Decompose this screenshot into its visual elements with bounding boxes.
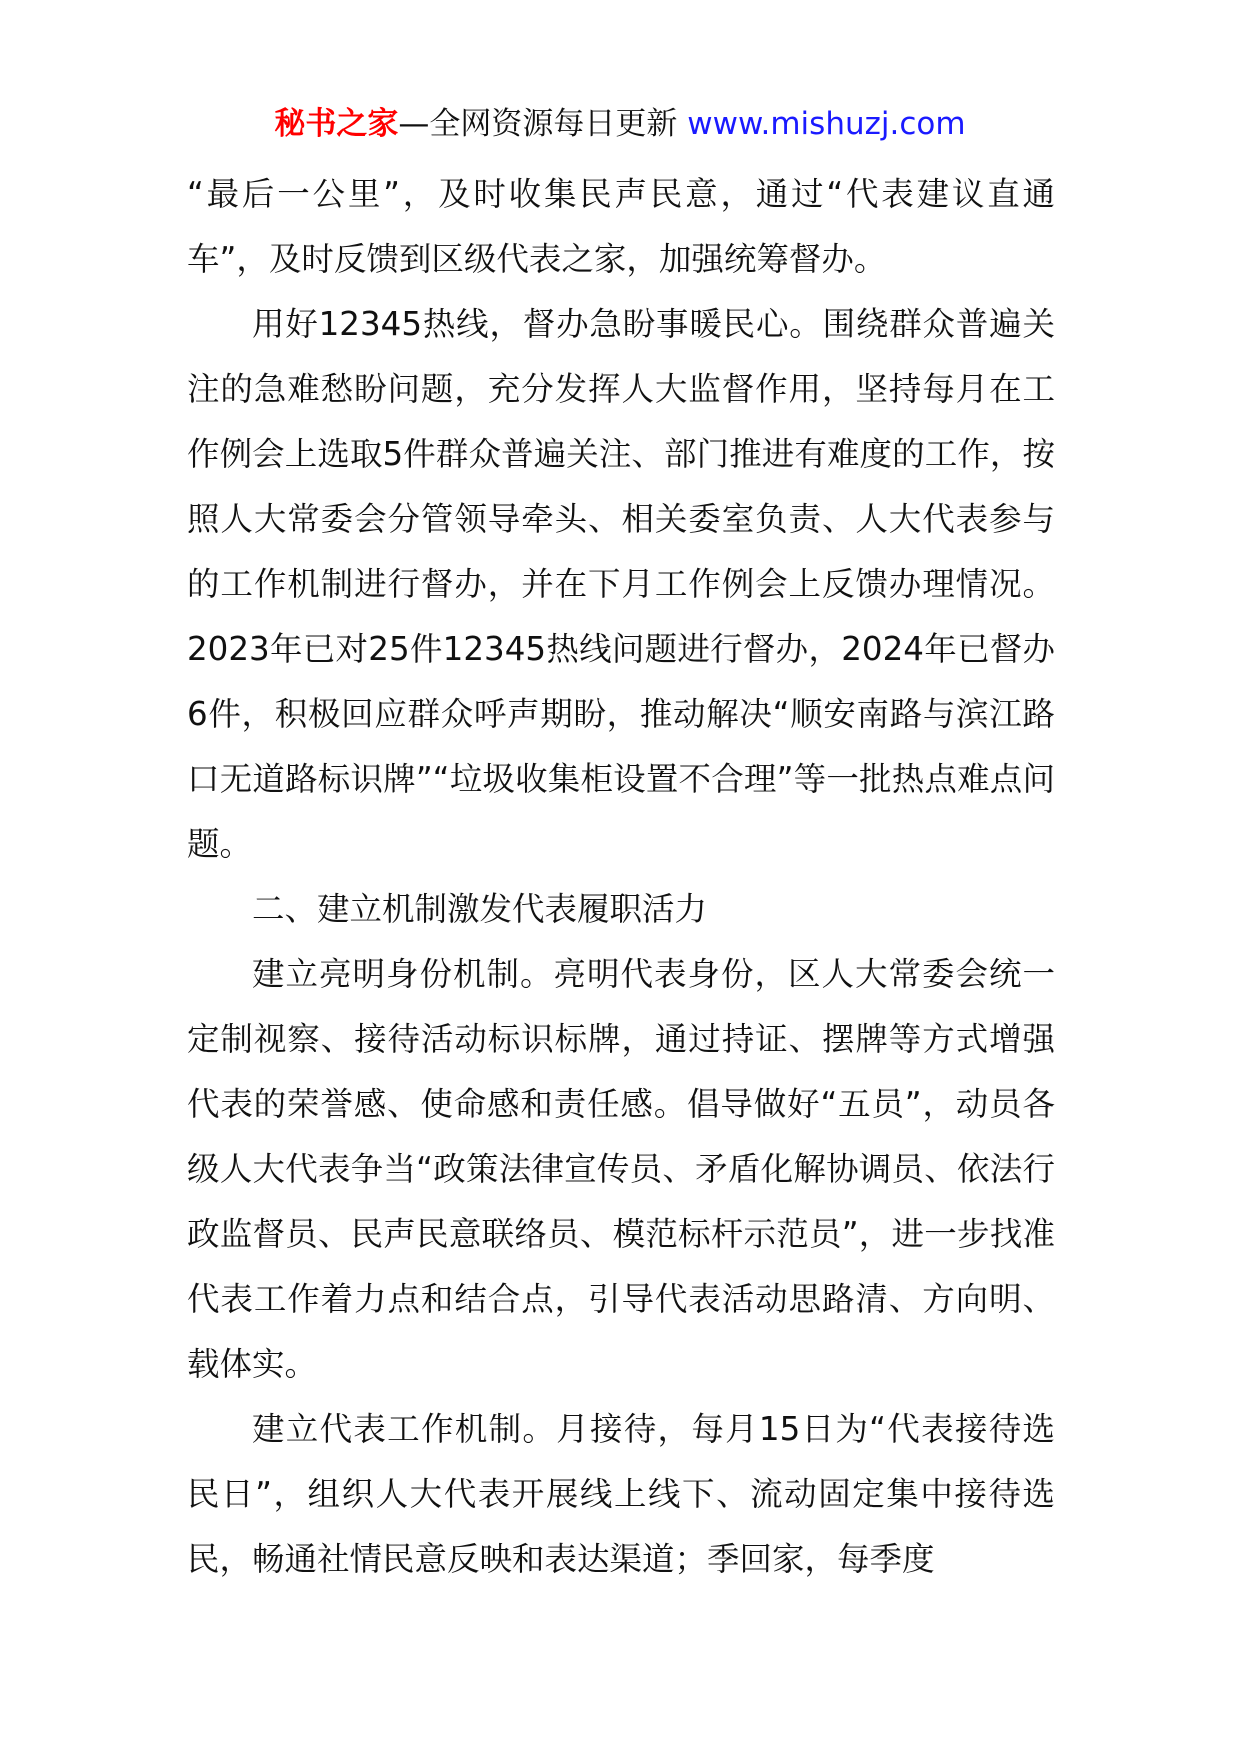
- header-tagline: —全网资源每日更新: [398, 106, 678, 142]
- paragraph-continuation: “最后一公里”，及时收集民声民意，通过“代表建议直通车”，及时反馈到区级代表之家，加强统筹督办。: [187, 175, 1055, 278]
- document-body: [187, 162, 1055, 1592]
- paragraph-identity-mechanism: 建立亮明身份机制。亮明代表身份，区人大常委会统一定制视察、接待活动标识标牌，通过持证、摆牌等方式增强代表的荣誉感、使命感和责任感。倡导做好“五员”，动员各级人大代表争当“政策法律宣传员、矛盾化解协调员、依法行政监督员、民声民意联络员、模范标杆示范员”，进一步找准代表工作着力点和结合点，引导代表活动思路清、方向明、载体实。: [187, 955, 1055, 1383]
- paragraph-hotline: 用好12345热线，督办急盼事暖民心。围绕群众普遍关注的急难愁盼问题，充分发挥人大监督作用，坚持每月在工作例会上选取5件群众普遍关注、部门推进有难度的工作，按照人大常委会分管领导牵头、相关委室负责、人大代表参与的工作机制进行督办，并在下月工作例会上反馈办理情况。2023年已对25件12345热线问题进行督办，2024年已督办6件，积极回应群众呼声期盼，推动解决“顺安南路与滨江路口无道路标识牌”“垃圾收集柜设置不合理”等一批热点难点问题。: [187, 305, 1055, 863]
- site-header: [0, 100, 1240, 148]
- brand-name: 秘书之家: [274, 106, 399, 142]
- paragraph-work-mechanism: 建立代表工作机制。月接待，每月15日为“代表接待选民日”，组织人大代表开展线上线下、流动固定集中接待选民，畅通社情民意反映和表达渠道；季回家，每季度: [187, 1410, 1055, 1578]
- site-url-link[interactable]: www.mishuzj.com: [687, 106, 966, 142]
- section-heading: 二、建立机制激发代表履职活力: [252, 890, 708, 928]
